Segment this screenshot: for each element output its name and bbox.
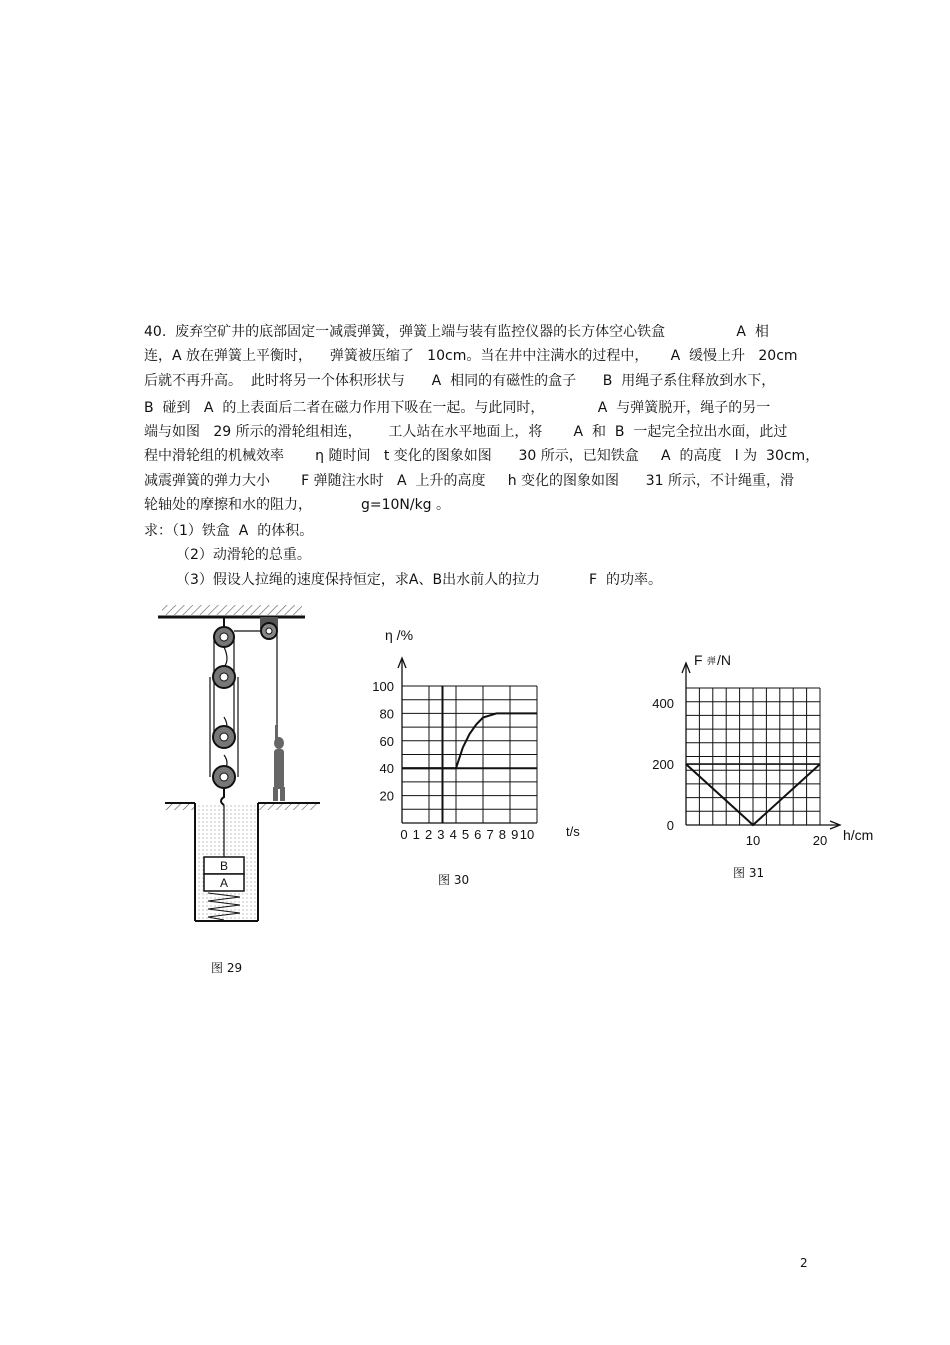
x-tick-label: 0 — [400, 827, 408, 842]
problem-line-6: 程中滑轮组的机械效率 η 随时间 t 变化的图象如图 30 所示，已知铁盒 A 的高度 l 为 30cm， — [144, 448, 820, 464]
x-axis-label: h/cm — [843, 827, 874, 843]
figure-30-caption: 图 30 — [438, 873, 470, 887]
movable-pulley-2 — [213, 726, 235, 748]
problem-line-3: 后就不再升高。 此时将另一个体积形状与 A 相同的有磁性的盒子 B 用绳子系住释放到水下， — [144, 373, 776, 389]
x-tick-label: 20 — [812, 833, 828, 848]
figure-29-caption: 图 29 — [211, 961, 243, 975]
x-tick-label: 10 — [745, 833, 761, 848]
y-tick-label: 80 — [379, 706, 394, 722]
x-tick-label: 5 — [461, 827, 470, 842]
page-number: 2 — [800, 1256, 808, 1270]
x-tick-label: 6 — [474, 827, 482, 842]
y-tick-label: 100 — [372, 679, 394, 694]
figure-31-caption: 图 31 — [733, 866, 765, 880]
pulley-ropes — [210, 631, 277, 777]
y-tick-label: 200 — [652, 757, 674, 773]
x-tick-label: 3 — [437, 827, 445, 842]
y-axis-label-main: F — [694, 652, 703, 668]
question-1: 求：（1）铁盒 A 的体积。 — [144, 523, 314, 539]
y-tick-label: 0 — [666, 818, 674, 833]
x-tick-label: 9 — [511, 827, 519, 842]
box-b-label: B — [219, 859, 229, 873]
x-tick-label: 8 — [498, 827, 507, 842]
fixed-pulley-left — [214, 617, 234, 647]
ceiling-hatch — [162, 605, 302, 615]
figure-31-chart — [640, 645, 890, 850]
x-tick-label: 4 — [449, 827, 457, 842]
question-3: （3）假设人拉绳的速度保持恒定，求A、B出水前人的拉力 F 的功率。 — [176, 572, 662, 588]
box-a-label: A — [219, 876, 229, 890]
figure-29 — [150, 605, 320, 925]
y-tick-label: 60 — [379, 733, 394, 749]
problem-line-4: B 碰到 A 的上表面后二者在磁力作用下吸在一起。与此同时， A 与弹簧脱开，绳子的另一 — [144, 400, 771, 416]
ground-hatch — [165, 804, 195, 810]
y-tick-label: 40 — [379, 761, 394, 777]
problem-line-8: 轮轴处的摩擦和水的阻力， g=10N/kg 。 — [144, 497, 451, 513]
x-axis-label: t/s — [566, 824, 580, 839]
x-tick-label: 7 — [486, 827, 494, 842]
y-tick-label: 400 — [652, 696, 674, 712]
y-axis-label-unit: /N — [717, 652, 731, 668]
worker-figure — [273, 725, 285, 801]
ground-hatch-right — [258, 804, 318, 810]
hook — [221, 788, 224, 805]
question-2: （2）动滑轮的总重。 — [176, 547, 311, 563]
x-tick-label: 2 — [424, 827, 433, 842]
y-axis-label: η /% — [385, 627, 414, 643]
movable-pulley-1 — [213, 666, 235, 688]
y-tick-label: 20 — [379, 788, 394, 804]
problem-line-7: 减震弹簧的弹力大小 F 弹随注水时 A 上升的高度 h 变化的图象如图 31 所示，不计绳重，滑 — [144, 473, 795, 489]
x-tick-label: 10 — [519, 827, 535, 842]
movable-pulley-3 — [213, 766, 235, 788]
problem-line-2: 连，A 放在弹簧上平衡时， 弹簧被压缩了 10cm。当在井中注满水的过程中， A 缓慢上升 20cm — [144, 348, 798, 364]
y-axis-label-sub: 弹 — [707, 656, 717, 666]
figure-30-chart — [360, 620, 600, 850]
fixed-pulley-right — [260, 617, 278, 639]
problem-line-5: 端与如图 29 所示的滑轮组相连， 工人站在水平地面上，将 A 和 B 一起完全拉出水面，此过 — [144, 424, 788, 440]
x-tick-label: 1 — [412, 827, 420, 842]
problem-line-1: 40. 废弃空矿井的底部固定一减震弹簧，弹簧上端与装有监控仪器的长方体空心铁盒 A 相 — [144, 324, 769, 340]
